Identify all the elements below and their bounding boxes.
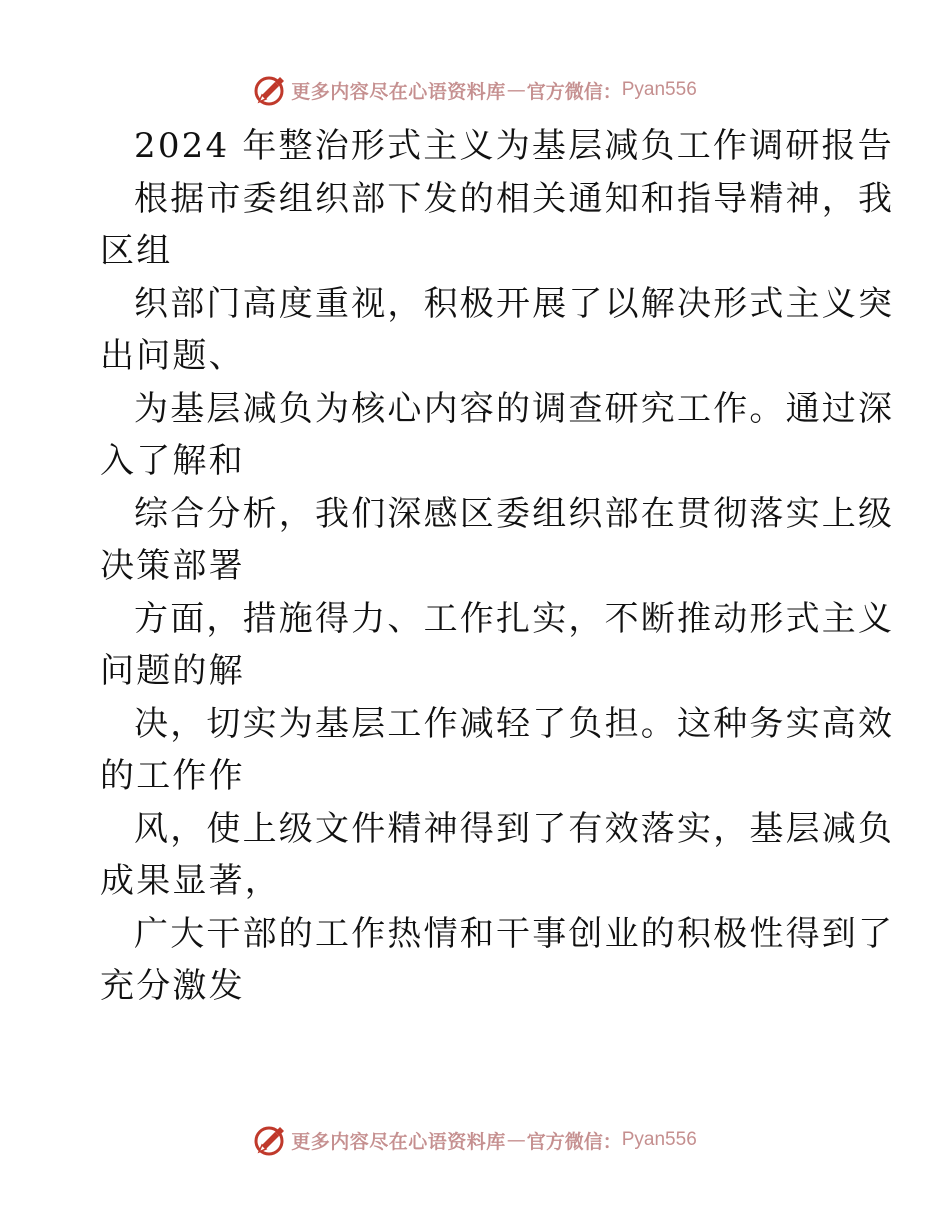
pen-logo-icon bbox=[253, 1123, 287, 1157]
banner-official-label: 官方微信： bbox=[526, 80, 622, 103]
footer-watermark-banner bbox=[0, 1120, 950, 1160]
text-line: 决，切实为基层工作减轻了负担。这种务实高效 bbox=[134, 703, 895, 744]
text-line: 决策部署 bbox=[100, 546, 245, 586]
text-line: 问题的解 bbox=[100, 651, 245, 691]
text-line: 入了解和 bbox=[100, 441, 245, 481]
banner-brand-text: 更多内容尽在心语资料库 bbox=[291, 80, 506, 103]
text-line: 区组 bbox=[100, 231, 173, 271]
text-line: 充分激发 bbox=[100, 966, 245, 1006]
banner-separator: — bbox=[506, 1129, 526, 1151]
header-watermark-banner bbox=[0, 70, 950, 110]
banner-separator: — bbox=[506, 79, 526, 101]
document-title: 2024 年整治形式主义为基层减负工作调研报告 bbox=[134, 126, 894, 166]
document-body bbox=[100, 120, 895, 1013]
text-line: 方面，措施得力、工作扎实，不断推动形式主义 bbox=[134, 598, 895, 639]
text-line: 出问题、 bbox=[100, 336, 245, 376]
text-line: 广大干部的工作热情和干事创业的积极性得到了 bbox=[134, 913, 895, 954]
text-line: 综合分析，我们深感区委组织部在贯彻落实上级 bbox=[134, 493, 895, 534]
banner-official-label: 官方微信： bbox=[526, 1130, 622, 1153]
banner-brand-text: 更多内容尽在心语资料库 bbox=[291, 1130, 506, 1153]
pen-logo-icon bbox=[253, 73, 287, 107]
text-line: 成果显著， bbox=[100, 861, 281, 901]
text-line: 为基层减负为核心内容的调查研究工作。通过深 bbox=[134, 388, 895, 429]
document-paragraph bbox=[100, 173, 895, 1013]
text-line: 织部门高度重视，积极开展了以解决形式主义突 bbox=[134, 283, 895, 324]
text-line: 根据市委组织部下发的相关通知和指导精神，我 bbox=[134, 178, 895, 219]
banner-wechat-id: Pyan556 bbox=[621, 1129, 697, 1150]
text-line: 的工作作 bbox=[100, 756, 245, 796]
banner-wechat-id: Pyan556 bbox=[621, 79, 697, 100]
text-line: 风，使上级文件精神得到了有效落实，基层减负 bbox=[134, 808, 895, 849]
